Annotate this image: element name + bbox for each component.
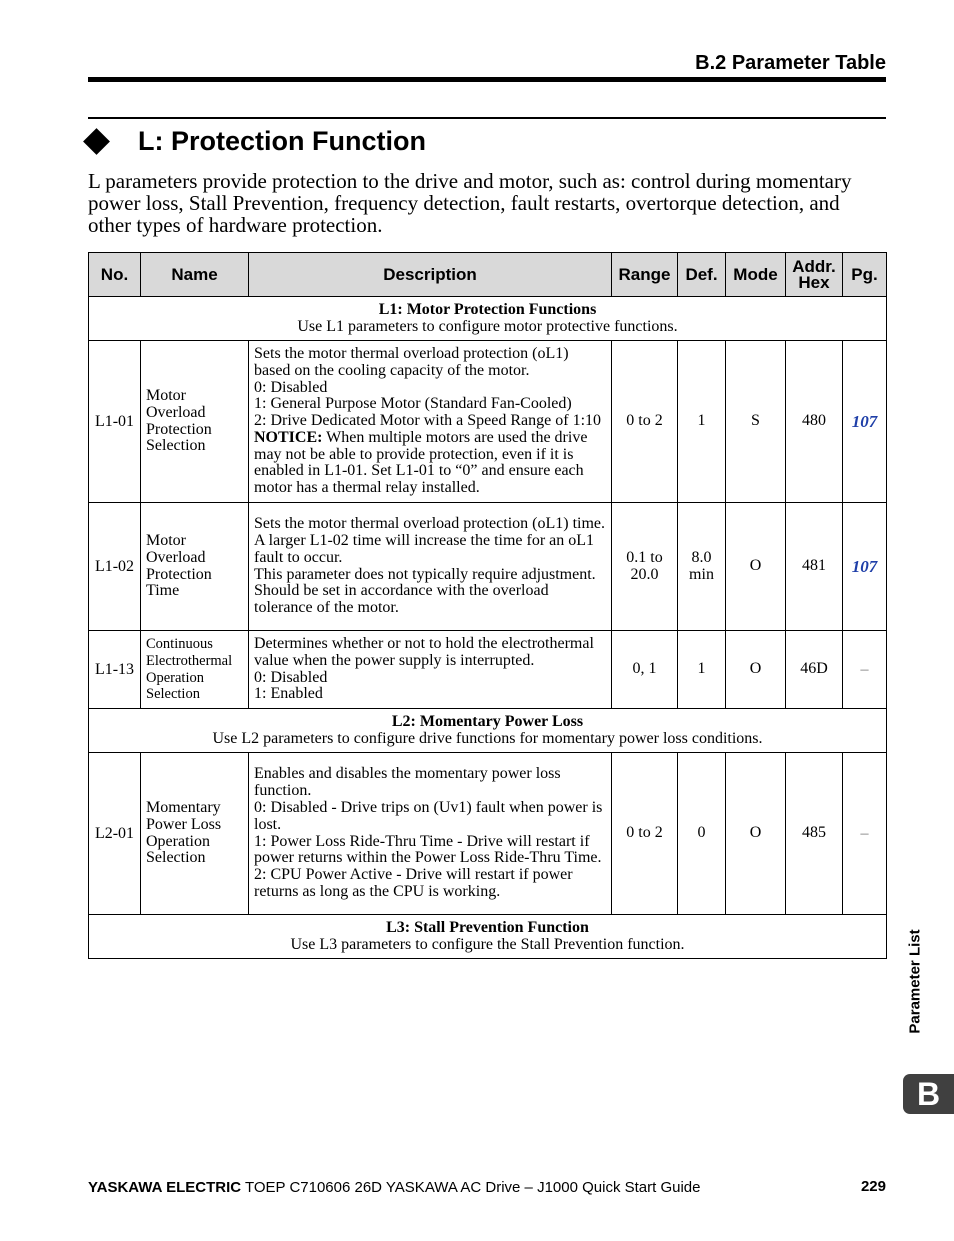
param-default: 0 <box>678 753 726 915</box>
desc-line: 2: CPU Power Active - Drive will restart if power returns as long as the CPU is working. <box>254 866 573 900</box>
notice-text: When multiple motors are used the drive may not be able to provide protection, even if it is enabled in L1-01. Set L1-01 to “0” and ensure each motor has a thermal relay installed. <box>254 428 588 497</box>
param-name: Motor Overload Protection Selection <box>141 341 249 503</box>
desc-line: 1: Enabled <box>254 685 323 703</box>
col-header-addr <box>786 253 843 297</box>
param-addr: 480 <box>786 341 843 503</box>
group-description: Use L1 parameters to configure motor protective functions. <box>297 318 678 335</box>
group-cell <box>89 709 887 753</box>
param-range: 0 to 2 <box>612 753 678 915</box>
param-name: Momentary Power Loss Operation Selection <box>141 753 249 915</box>
param-no: L1-13 <box>89 631 141 709</box>
parameter-table <box>88 252 887 959</box>
param-default <box>678 503 726 631</box>
desc-line: 0: Disabled <box>254 668 328 686</box>
group-title: L1: Motor Protection Functions <box>378 301 597 318</box>
section-header: B.2 Parameter Table <box>695 52 886 74</box>
desc-line: A larger L1-02 time will increase the time for an oL1 fault to occur. <box>254 531 595 566</box>
footer <box>88 1179 700 1196</box>
default-line: 8.0 <box>691 548 712 566</box>
col-header-mode: Mode <box>726 253 786 297</box>
param-addr: 46D <box>786 631 843 709</box>
chapter-tab: B <box>903 1074 954 1114</box>
page-number: 229 <box>860 1178 886 1195</box>
table-row <box>89 753 887 915</box>
desc-line: Sets the motor thermal overload protection (oL1) time. <box>254 515 606 533</box>
param-no: L1-02 <box>89 503 141 631</box>
param-mode: O <box>726 503 786 631</box>
col-header-addr-line1: Addr. <box>792 256 836 276</box>
param-range <box>612 503 678 631</box>
param-description <box>249 631 612 709</box>
group-title: L2: Momentary Power Loss <box>391 713 584 730</box>
footer-brand: YASKAWA ELECTRIC <box>88 1179 242 1196</box>
desc-line: 1: General Purpose Motor (Standard Fan-Cooled) <box>254 395 572 413</box>
range-line: 20.0 <box>630 565 659 583</box>
param-name: Motor Overload Protection Time <box>141 503 249 631</box>
group-description: Use L3 parameters to configure the Stall Prevention function. <box>290 936 685 953</box>
param-addr: 481 <box>786 503 843 631</box>
desc-line: Enables and disables the momentary power loss function. <box>254 765 561 800</box>
table-header-row <box>89 253 887 297</box>
group-cell <box>89 297 887 341</box>
col-header-addr-line2: Hex <box>798 272 830 292</box>
param-page <box>843 341 887 503</box>
group-row-l1 <box>89 297 887 341</box>
default-line: min <box>689 565 714 583</box>
param-page <box>843 503 887 631</box>
param-no: L1-01 <box>89 341 141 503</box>
param-page: – <box>843 753 887 915</box>
param-name: Continuous Electrothermal Operation Selection <box>141 631 249 709</box>
header-rule <box>88 77 886 82</box>
desc-line: Determines whether or not to hold the electrothermal value when the power supply is interrupted. <box>254 634 594 669</box>
col-header-name: Name <box>141 253 249 297</box>
desc-line: Sets the motor thermal overload protection (oL1) based on the cooling capacity of the motor. <box>254 344 569 379</box>
footer-doc-title: TOEP C710606 26D YASKAWA AC Drive – J1000 Quick Start Guide <box>241 1179 701 1196</box>
page-title: L: Protection Function <box>138 125 426 156</box>
col-header-description: Description <box>249 253 612 297</box>
table-row <box>89 631 887 709</box>
param-range: 0, 1 <box>612 631 678 709</box>
param-description <box>249 503 612 631</box>
param-default: 1 <box>678 341 726 503</box>
group-row-l2 <box>89 709 887 753</box>
param-description <box>249 341 612 503</box>
col-header-def: Def. <box>678 253 726 297</box>
group-cell <box>89 915 887 959</box>
param-range: 0 to 2 <box>612 341 678 503</box>
page-link[interactable]: 107 <box>851 556 878 576</box>
param-no: L2-01 <box>89 753 141 915</box>
side-tab-text: Parameter List <box>906 928 924 1034</box>
notice-label: NOTICE: <box>254 428 323 446</box>
param-mode: O <box>726 753 786 915</box>
table-row <box>89 341 887 503</box>
desc-line: 1: Power Loss Ride-Thru Time - Drive will restart if power returns within the Power Loss Ride-Thru Time. <box>254 832 602 867</box>
param-page: – <box>843 631 887 709</box>
param-default: 1 <box>678 631 726 709</box>
notice <box>254 430 607 497</box>
range-line: 0.1 to <box>626 548 663 566</box>
param-mode: O <box>726 631 786 709</box>
param-description <box>249 753 612 915</box>
group-description: Use L2 parameters to configure drive functions for momentary power loss conditions. <box>212 730 763 747</box>
desc-line: 0: Disabled - Drive trips on (Uv1) fault when power is lost. <box>254 798 603 833</box>
param-addr: 485 <box>786 753 843 915</box>
diamond-bullet-icon <box>83 128 110 155</box>
table-row <box>89 503 887 631</box>
param-mode: S <box>726 341 786 503</box>
col-header-pg: Pg. <box>843 253 887 297</box>
side-tab-label <box>904 916 926 1046</box>
col-header-no: No. <box>89 253 141 297</box>
intro-paragraph: L parameters provide protection to the drive and motor, such as: control during momentary power loss, Stall Prevention, frequency detection, fault restarts, overtorque detection, and other types of hardware protection. <box>88 169 852 237</box>
desc-line: This parameter does not typically require adjustment. Should be set in accordance with the overload tolerance of the motor. <box>254 565 596 617</box>
page-link[interactable]: 107 <box>851 411 878 431</box>
desc-line: 0: Disabled <box>254 378 328 396</box>
heading-row <box>84 124 426 158</box>
heading-rule <box>88 117 886 119</box>
group-title: L3: Stall Prevention Function <box>386 919 589 936</box>
col-header-range: Range <box>612 253 678 297</box>
desc-line: 2: Drive Dedicated Motor with a Speed Range of 1:10 <box>254 412 602 430</box>
group-row-l3 <box>89 915 887 959</box>
